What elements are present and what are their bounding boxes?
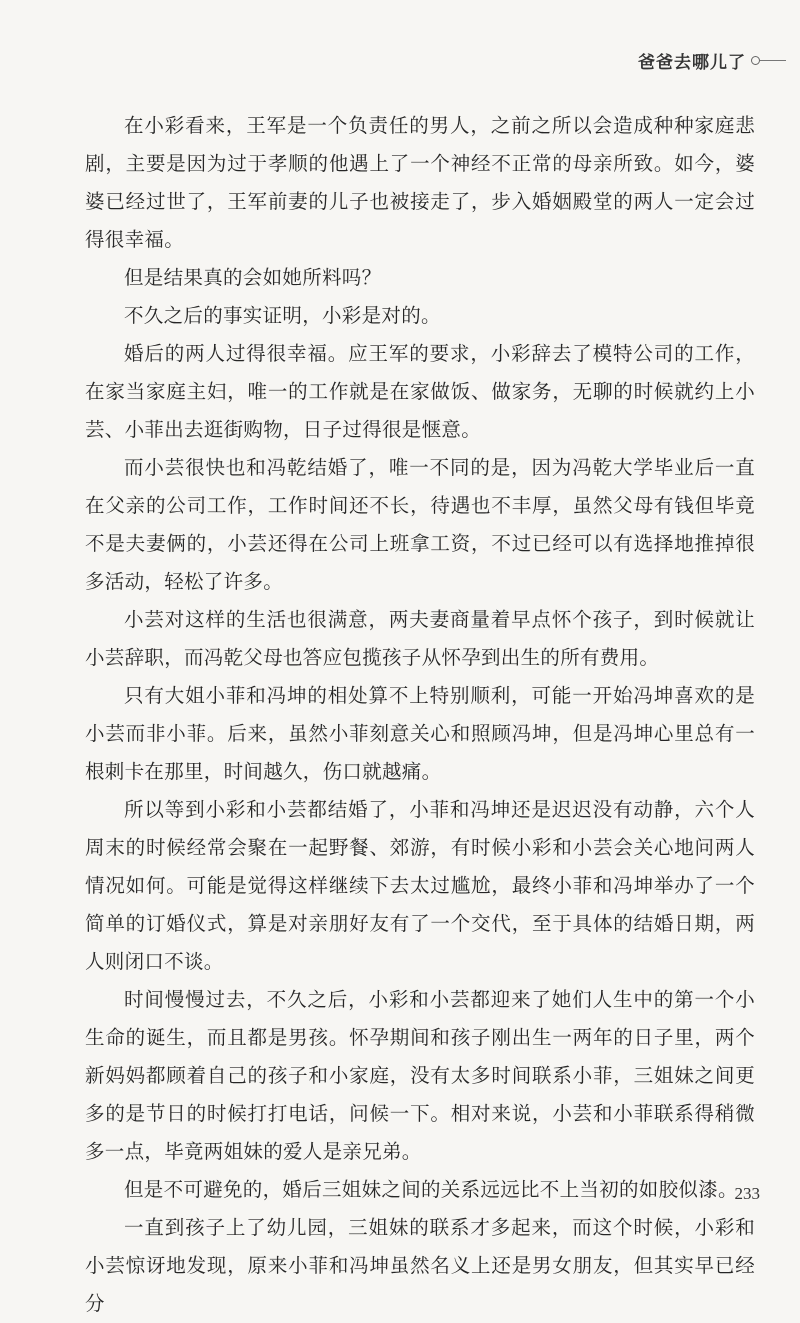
header-title: 爸爸去哪儿了 bbox=[638, 53, 746, 73]
running-header bbox=[638, 48, 786, 73]
paragraph: 但是结果真的会如她所料吗？ bbox=[124, 266, 382, 289]
header-circle-ornament bbox=[751, 56, 760, 65]
paragraph: 而小芸很快也和冯乾结婚了，唯一不同的是，因为冯乾大学毕业后一直在父亲的公司工作，工作时间还不长，待遇也不丰厚，虽然父母有钱但毕竟不是夫妻俩的，小芸还得在公司上班拿工资，不过已经可以有选择地推掉很多活动，轻松了许多。 bbox=[85, 456, 755, 593]
header-rule bbox=[760, 60, 786, 61]
paragraph: 小芸对这样的生活也很满意，两夫妻商量着早点怀个孩子，到时候就让小芸辞职，而冯乾父母也答应包揽孩子从怀孕到出生的所有费用。 bbox=[85, 608, 755, 669]
paragraph: 婚后的两人过得很幸福。应王军的要求，小彩辞去了模特公司的工作，在家当家庭主妇，唯一的工作就是在家做饭、做家务，无聊的时候就约上小芸、小菲出去逛街购物，日子过得很是惬意。 bbox=[85, 342, 755, 441]
paragraph: 只有大姐小菲和冯坤的相处算不上特别顺利，可能一开始冯坤喜欢的是小芸而非小菲。后来，虽然小菲刻意关心和照顾冯坤，但是冯坤心里总有一根刺卡在那里，时间越久，伤口就越痛。 bbox=[85, 684, 755, 783]
paragraph: 但是不可避免的，婚后三姐妹之间的关系远远比不上当初的如胶似漆。 bbox=[124, 1178, 738, 1201]
page-number: 233 bbox=[734, 1184, 760, 1203]
paragraph: 所以等到小彩和小芸都结婚了，小菲和冯坤还是迟迟没有动静，六个人周末的时候经常会聚在一起野餐、郊游，有时候小彩和小芸会关心地问两人情况如何。可能是觉得这样继续下去太过尴尬，最终小菲和冯坤举办了一个简单的订婚仪式，算是对亲朋好友有了一个交代，至于具体的结婚日期，两人则闭口不谈。 bbox=[85, 798, 755, 973]
paragraph: 在小彩看来，王军是一个负责任的男人，之前之所以会造成种种家庭悲剧，主要是因为过于孝顺的他遇上了一个神经不正常的母亲所致。如今，婆婆已经过世了，王军前妻的儿子也被接走了，步入婚姻殿堂的两人一定会过得很幸福。 bbox=[85, 114, 755, 251]
paragraph: 时间慢慢过去，不久之后，小彩和小芸都迎来了她们人生中的第一个小生命的诞生，而且都是男孩。怀孕期间和孩子刚出生一两年的日子里，两个新妈妈都顾着自己的孩子和小家庭，没有太多时间联系小菲，三姐妹之间更多的是节日的时候打打电话，问候一下。相对来说，小芸和小菲联系得稍微多一点，毕竟两姐妹的爱人是亲兄弟。 bbox=[85, 988, 755, 1163]
body-text bbox=[85, 107, 755, 1323]
paragraph: 不久之后的事实证明，小彩是对的。 bbox=[124, 304, 441, 327]
paragraph: 一直到孩子上了幼儿园，三姐妹的联系才多起来，而这个时候，小彩和小芸惊讶地发现，原来小菲和冯坤虽然名义上还是男女朋友，但其实早已经分 bbox=[85, 1216, 755, 1315]
